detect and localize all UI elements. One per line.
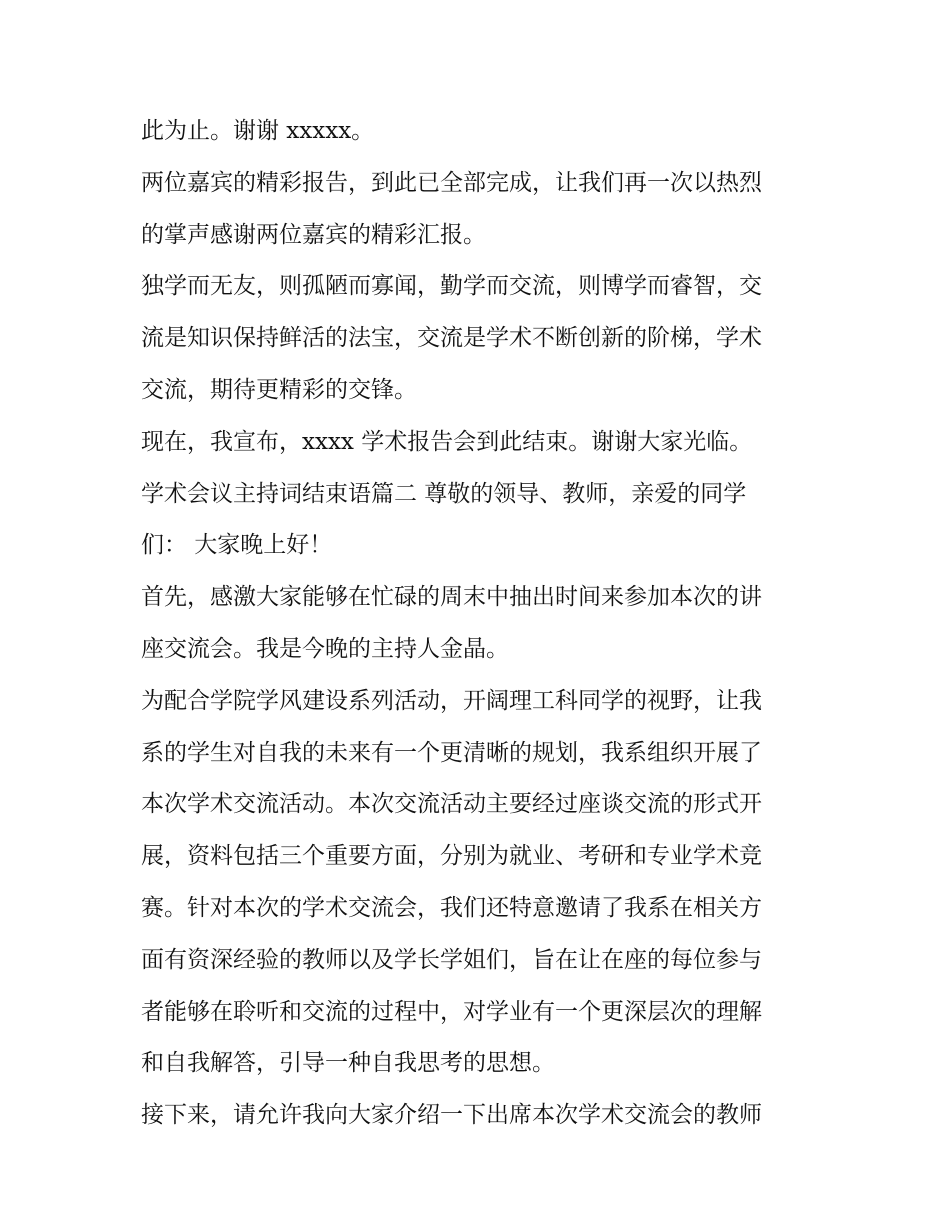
text-line: 交流，期待更精彩的交锋。 bbox=[141, 376, 417, 403]
text-line: 的掌声感谢两位嘉宾的精彩汇报。 bbox=[141, 221, 486, 248]
text-line: 流是知识保持鲜活的法宝，交流是学术不断创新的阶梯，学术 bbox=[141, 325, 762, 352]
text-line: 本次学术交流活动。本次交流活动主要经过座谈交流的形式开 bbox=[141, 791, 762, 818]
text-line: 展，资料包括三个重要方面，分别为就业、考研和专业学术竞 bbox=[141, 843, 762, 870]
text-line: 为配合学院学风建设系列活动，开阔理工科同学的视野，让我 bbox=[141, 687, 762, 714]
text-line: 接下来，请允许我向大家介绍一下出席本次学术交流会的教师 bbox=[141, 1102, 762, 1129]
text-line: 首先，感激大家能够在忙碌的周末中抽出时间来参加本次的讲 bbox=[141, 584, 762, 611]
text-line: 赛。针对本次的学术交流会，我们还特意邀请了我系在相关方 bbox=[141, 894, 762, 921]
text-line: 面有资深经验的教师以及学长学姐们，旨在让在座的每位参与 bbox=[141, 946, 762, 973]
document-body bbox=[141, 106, 821, 1142]
text-line: 学术会议主持词结束语篇二 尊敬的领导、教师，亲爱的同学 bbox=[141, 480, 747, 507]
text-line: 和自我解答，引导一种自我思考的思想。 bbox=[141, 1050, 555, 1077]
text-line: 们： 大家晚上好！ bbox=[141, 532, 333, 559]
text-line: 两位嘉宾的精彩报告，到此已全部完成，让我们再一次以热烈 bbox=[141, 169, 762, 196]
text-line: 座交流会。我是今晚的主持人金晶。 bbox=[141, 635, 509, 662]
text-line: 现在，我宣布，xxxx 学术报告会到此结束。谢谢大家光临。 bbox=[141, 428, 753, 455]
text-line: 此为止。谢谢 xxxxx。 bbox=[141, 118, 375, 144]
text-line: 独学而无友，则孤陋而寡闻，勤学而交流，则博学而睿智，交 bbox=[141, 273, 762, 300]
text-line: 者能够在聆听和交流的过程中，对学业有一个更深层次的理解 bbox=[141, 998, 762, 1025]
text-line: 系的学生对自我的未来有一个更清晰的规划，我系组织开展了 bbox=[141, 739, 762, 766]
